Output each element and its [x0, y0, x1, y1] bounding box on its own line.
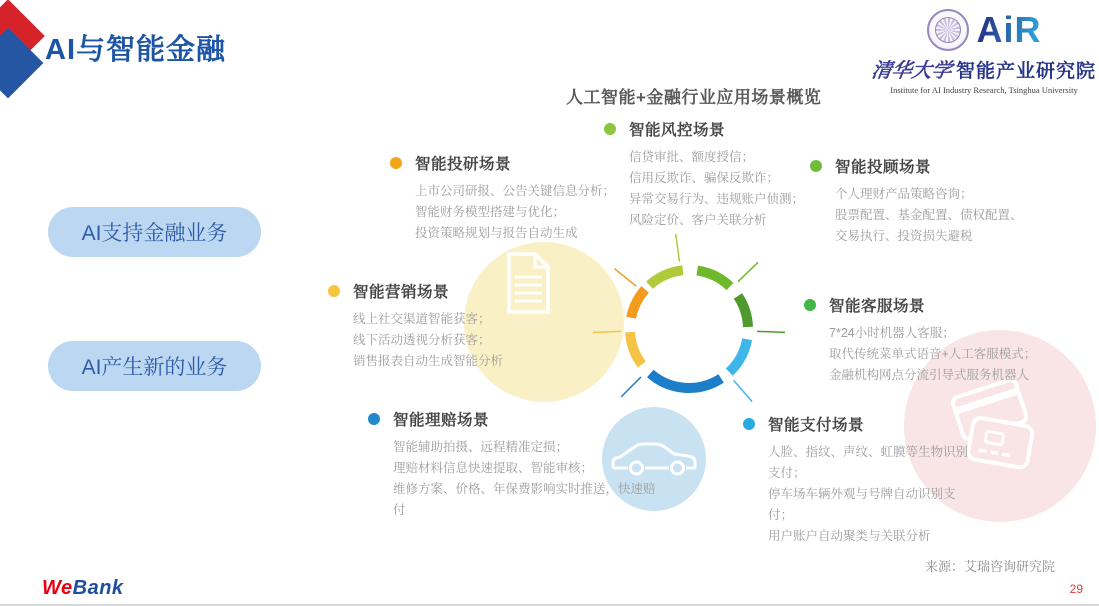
scenario-item: 7*24小时机器人客服； — [829, 326, 955, 340]
institute-name-en: Institute for AI Industry Research, Tsinghua University — [890, 85, 1078, 95]
scenario-title: 智能营销场景 — [353, 284, 450, 301]
scenario-item: 交易执行、投资损失避税 — [835, 229, 973, 243]
scenario-item: 风险定价、客户关联分析 — [629, 213, 767, 227]
tsinghua-seal-icon — [927, 9, 969, 51]
page-number: 29 — [1069, 582, 1083, 596]
scenario-item: 维修方案、价格、年保费影响实时推送，快速赔付 — [393, 482, 656, 517]
scenario-title: 智能支付场景 — [768, 417, 865, 434]
scenario-title: 智能理赔场景 — [393, 412, 490, 429]
bullet-dot-icon — [743, 418, 755, 430]
scenario-item: 人脸、指纹、声纹、虹膜等生物识别支付； — [768, 445, 969, 480]
scenario-item: 股票配置、基金配置、债权配置、 — [835, 208, 1023, 222]
scenario-item: 投资策略规划与报告自动生成 — [415, 226, 578, 240]
scenario-item: 智能辅助拍摄、远程精准定损； — [393, 440, 569, 454]
scenario-item: 用户账户自动聚类与关联分析 — [768, 529, 931, 543]
diagram-heading: 人工智能+金融行业应用场景概览 — [566, 88, 822, 107]
scenario-risk-control — [604, 118, 834, 231]
scenario-investment-research — [390, 152, 615, 244]
pill-ai-supports-finance — [48, 207, 261, 257]
scenario-investment-advisory — [810, 155, 1060, 247]
scenario-claims — [368, 408, 660, 521]
scenario-item: 上市公司研报、公告关键信息分析； — [415, 184, 616, 198]
scenario-payment — [743, 413, 975, 547]
scenario-customer-service — [804, 294, 1066, 386]
bullet-dot-icon — [604, 123, 616, 135]
scenario-item: 线上社交渠道智能获客； — [353, 312, 491, 326]
bullet-dot-icon — [368, 413, 380, 425]
scenario-marketing — [328, 280, 558, 372]
scenario-ring-chart — [589, 229, 789, 429]
bullet-dot-icon — [804, 299, 816, 311]
source-note: 来源：艾瑞咨询研究院 — [925, 559, 1056, 574]
scenario-item: 线下活动透视分析获客； — [353, 333, 491, 347]
scenario-item: 金融机构网点分流引导式服务机器人 — [829, 368, 1030, 382]
air-logo-text: AiR — [976, 9, 1042, 50]
scenario-title: 智能投研场景 — [415, 156, 512, 173]
scenario-item: 取代传统菜单式语音+人工客服模式； — [829, 347, 1037, 361]
scenario-item: 信用反欺诈、骗保反欺诈； — [629, 171, 780, 185]
air-institute-logo — [872, 8, 1096, 95]
pill-label: AI支持金融业务 — [81, 222, 228, 245]
bullet-dot-icon — [390, 157, 402, 169]
scenario-item: 智能财务模型搭建与优化； — [415, 205, 566, 219]
scenario-title: 智能客服场景 — [829, 298, 926, 315]
scenario-title: 智能风控场景 — [629, 122, 726, 139]
scenario-title: 智能投顾场景 — [835, 159, 932, 176]
tsinghua-calligraphy: 清华大学 — [870, 60, 954, 82]
page-title: AI与智能金融 — [45, 34, 227, 66]
institute-name-cn: 清华大学 智能产业研究院 — [872, 54, 1096, 83]
webank-logo: WeBank — [42, 577, 124, 599]
bullet-dot-icon — [328, 285, 340, 297]
scenario-item: 信贷审批、额度授信； — [629, 150, 755, 164]
bullet-dot-icon — [810, 160, 822, 172]
scenario-item: 停车场车辆外观与号牌自动识别支付； — [768, 487, 956, 522]
scenario-item: 理赔材料信息快速提取、智能审核； — [393, 461, 594, 475]
pill-ai-creates-business — [48, 341, 261, 391]
pill-label: AI产生新的业务 — [81, 356, 228, 379]
scenario-item: 销售报表自动生成智能分析 — [353, 354, 504, 368]
scenario-item: 个人理财产品策略咨询； — [835, 187, 973, 201]
scenario-item: 异常交易行为、违规账户侦测； — [629, 192, 805, 206]
